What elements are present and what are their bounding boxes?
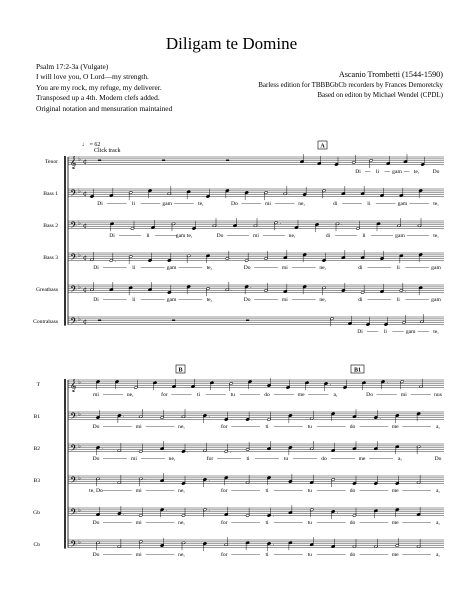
clef-icon: 𝄢 [70,188,78,202]
rest-icon [246,320,249,321]
lyric-syllable: Do [434,456,442,463]
lyric-syllable: mi [265,201,271,208]
lyric-syllable: do [321,456,327,463]
lyric-syllable: mi [131,456,137,463]
rest-icon [98,160,101,161]
lyric-syllable: ne, [178,552,185,559]
lyric-syllable: te, [206,265,213,272]
lyric-syllable: tu [307,520,312,527]
part-label: Greatbass [35,286,58,293]
lyric-syllable: ne, [288,233,296,240]
lyric-syllable: Di [97,201,103,208]
lyric-syllable: me [358,456,366,463]
rehearsal-mark: A [320,143,325,150]
source-credit: Based on editon by Michael Wendel (CPDL) [317,91,443,99]
lyric-syllable: me [297,392,305,399]
clef-icon: 𝄢 [70,475,78,489]
clef-icon: 𝄢 [70,411,78,425]
lyric-syllable: Do [216,233,224,240]
lyric-syllable: di [358,265,363,272]
lyric-syllable: te, [433,201,439,208]
lyric-syllable: tu [307,552,312,559]
dot-icon: . [272,541,275,548]
lyric-syllable: Do [230,201,238,208]
lyric-syllable: mi [135,488,142,495]
lyric-syllable: mi [253,233,259,240]
translation-line-2: You are my rock, my refuge, my deliverer. [36,82,162,92]
flat-key-signature-icon: ♭ [78,507,81,515]
dot-icon: . [386,379,389,386]
lyric-syllable: te, Do [89,488,103,495]
lyric-syllable: for [220,488,228,495]
lyric-syllable: mi [281,265,288,272]
dot-icon: . [251,416,253,423]
lyric-syllable: mi [135,424,142,431]
lyric-syllable: li [132,201,136,208]
lyric-syllable: li [132,297,136,304]
part-label: Cb [33,541,40,548]
clef-icon: 𝄢 [70,443,78,457]
time-signature-icon: ¢ [83,285,88,294]
lyric-syllable: li [396,265,400,272]
lyric-syllable: Do [366,392,374,399]
lyric-syllable: ti [197,392,201,399]
part-label: Contrabass [33,318,58,325]
lyric-syllable: mi [400,392,407,399]
part-label: B2 [33,445,40,452]
lyric-syllable: Do [92,552,100,559]
clef-icon: 𝄢 [70,539,78,553]
lyric-syllable: gam [397,201,408,208]
dot-icon: . [250,284,252,291]
part-label: Bass 3 [43,254,58,261]
click-track-note: Click track [94,148,121,154]
dot-icon: . [101,445,104,452]
lyric-syllable: me [391,488,399,495]
lyric-syllable: di [333,201,338,208]
lyric-syllable: te, [433,233,439,240]
lyric-syllable: li [396,297,400,304]
dot-icon: . [358,446,360,453]
lyric-syllable: a, [398,456,402,463]
part-label: Bass 2 [43,222,58,229]
lyric-syllable: li [375,169,380,176]
lyric-syllable: a, [333,392,338,399]
lyric-syllable: for [220,424,228,431]
flat-key-signature-icon: ♭ [78,379,81,387]
time-signature-icon: ¢ [83,189,88,198]
clef-icon: 𝄢 [70,252,78,266]
lyric-syllable: ne, [178,520,185,527]
clef-icon: 𝄢 [70,316,78,330]
flat-key-signature-icon: ♭ [78,539,81,547]
notation-note: Original notation and mensuration maintained [36,103,173,113]
lyric-syllable: Do [243,265,251,272]
flat-key-signature-icon: ♭ [78,475,81,483]
clef-icon: 𝄢 [70,220,78,234]
lyric-syllable: tu [283,456,289,463]
lyric-syllable: ne, [126,392,134,399]
time-signature-icon: ¢ [83,253,88,262]
flat-key-signature-icon: ♭ [78,411,81,419]
lyric-syllable: li [132,265,136,272]
lyric-syllable: tu [307,488,312,495]
part-label: Bass 1 [43,190,58,197]
lyric-syllable: gam [395,233,405,240]
lyric-syllable: Do [92,424,100,431]
composer: Ascanio Trombetti (1544-1590) [338,70,443,79]
flat-key-signature-icon: ♭ [78,443,81,451]
dot-icon: . [187,448,189,455]
lyric-syllable: ti [265,520,269,527]
dot-icon: . [336,509,339,516]
part-label: B3 [33,477,40,484]
dot-icon: . [208,413,210,420]
lyric-syllable: a, [436,424,440,431]
rehearsal-mark: B [178,367,183,374]
dot-icon: . [229,448,232,455]
dot-icon: . [379,415,381,421]
time-signature-icon: ¢ [83,221,88,230]
lyric-syllable: nus [434,392,442,399]
lyric-syllable: ne, [319,297,327,304]
lyric-syllable: Do [92,520,100,527]
dot-icon: . [122,413,125,420]
lyric-syllable: for [206,456,214,463]
lyric-syllable: ne, [298,201,305,208]
flat-key-signature-icon: ♭ [78,188,81,196]
lyric-syllable: me [391,552,399,559]
lyric-syllable: te, [413,169,420,176]
flat-key-signature-icon: ♭ [78,284,81,292]
time-signature-icon: ¢ [83,317,88,326]
flat-key-signature-icon: ♭ [78,220,81,228]
lyric-syllable: do [349,424,356,431]
lyric-syllable: gam [392,169,402,176]
lyric-syllable: Di [93,265,99,272]
dot-icon: . [230,287,233,294]
lyric-syllable: Di [355,169,361,176]
rest-icon [162,160,165,161]
lyric-syllable: ne, [178,488,185,495]
lyric-syllable: li [362,233,366,240]
lyric-syllable: tu [307,424,312,431]
lyric-syllable: ti [246,456,250,463]
rehearsal-mark: B1 [353,367,362,374]
page-title: Diligam te Domine [165,34,298,53]
lyric-syllable: te, [206,297,213,304]
rest-icon [172,320,175,321]
lyric-syllable: gam [162,201,173,208]
dot-icon: . [279,220,282,227]
lyric-syllable: li [146,233,150,240]
lyric-syllable: Di [357,329,363,336]
lyric-syllable: me [391,424,399,431]
lyric-syllable: mi [281,297,288,304]
dot-icon: . [341,221,343,228]
clef-icon: 𝄞 [70,156,77,170]
lyric-syllable: Do [432,169,440,176]
part-label: Gb [33,509,40,516]
lyric-syllable: te, [198,201,204,208]
dot-icon: . [404,288,407,294]
dot-icon: . [122,511,125,517]
rest-icon [98,320,101,321]
dot-icon: . [288,191,291,198]
dot-icon: . [165,507,168,514]
lyric-syllable: ti [265,424,269,431]
lyric-syllable: te, [433,329,439,336]
lyric-syllable: ne, [168,456,176,463]
lyric-syllable: a, [436,488,440,495]
tempo-mark: ♩ = 62 [82,142,101,148]
lyric-syllable: gam [431,297,441,304]
dot-icon: . [208,507,210,514]
lyric-syllable: do [349,552,356,559]
dot-icon: . [114,257,117,264]
translation-line-1: I will love you, O Lord—my strength. [36,72,149,82]
lyric-syllable: Di [109,233,115,240]
lyric-syllable: li [367,201,371,208]
lyric-syllable: gam [166,265,177,272]
clef-icon: 𝄢 [70,507,78,521]
lyric-syllable: me [391,520,399,527]
lyric-syllable: a, [436,552,440,559]
lyric-syllable: do [349,488,356,495]
lyric-syllable: mi [135,520,142,527]
part-label: T [36,381,40,388]
lyric-syllable: do [264,392,270,399]
lyric-syllable: for [220,520,228,527]
lyric-syllable: gam [431,265,441,272]
dot-icon: . [353,320,356,327]
lyric-syllable: for [220,552,228,559]
lyric-syllable: Di [93,297,99,304]
clef-icon: 𝄢 [70,284,78,298]
part-label: B1 [33,413,40,420]
lyric-syllable: ne, [319,265,327,272]
edition-credit: Barless edition for TBBBGbCb recorders by Frances Demoretcky [258,81,443,89]
dot-icon: . [272,512,275,519]
lyric-syllable: tu [230,392,235,399]
transposition-note: Transposed up a 4th. Modern clefs added. [36,93,160,103]
time-signature-icon: ¢ [83,157,88,166]
lyric-syllable: gam [405,329,416,336]
dot-icon: . [329,381,332,388]
dot-icon: . [208,477,210,484]
rest-icon [226,160,229,161]
clef-icon: 𝄞 [70,379,77,393]
dot-icon: . [293,540,296,547]
lyric-syllable: Do [243,297,251,304]
lyric-syllable: ti [265,488,269,495]
dot-icon: . [144,476,146,483]
lyric-syllable: di [358,297,363,304]
lyric-syllable: gam te, [175,233,193,240]
psalm-reference: Psalm 17:2-3a (Vulgate) [36,62,109,71]
flat-key-signature-icon: ♭ [78,252,81,260]
flat-key-signature-icon: ♭ [78,156,81,164]
lyric-syllable: di [325,233,331,240]
dot-icon: . [305,159,308,166]
dot-icon: . [358,414,360,421]
lyric-syllable: mi [135,552,142,559]
lyric-syllable: Do [92,456,100,463]
lyric-syllable: a, [436,520,440,527]
lyric-syllable: mi [93,392,99,399]
flat-key-signature-icon: ♭ [78,316,81,324]
lyric-syllable: ne, [178,424,185,431]
lyric-syllable: gam [166,297,177,304]
lyric-syllable: li [383,329,387,336]
part-label: Tenor [45,158,58,165]
lyric-syllable: ti [265,552,269,559]
lyric-syllable: for [161,392,168,399]
lyric-syllable: do [349,520,356,527]
